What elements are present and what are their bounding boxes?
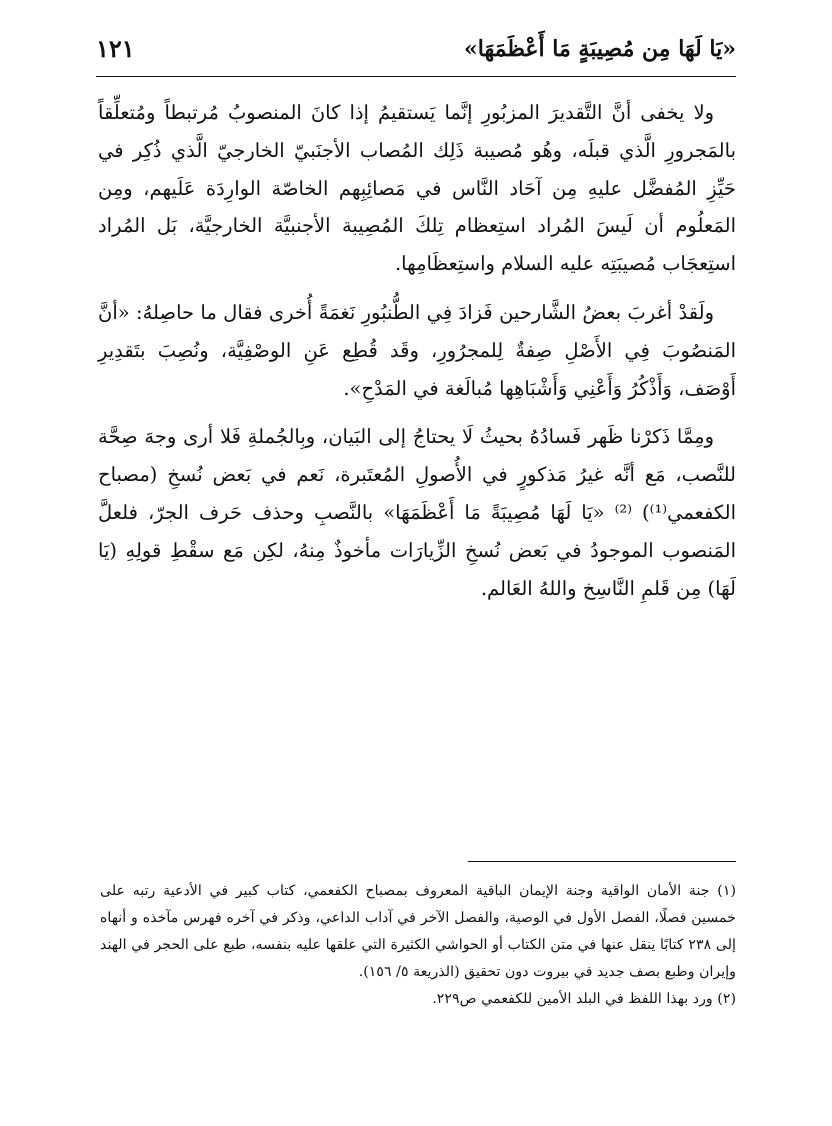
- paragraph-1: ولا يخفى أنَّ التَّقديرَ المزبُورِ إنَّما يَستقيمُ إذا كانَ المنصوبُ مُرتبطاً ومُتعلِّقاً بالمَجرورِ الَّذي قبلَه، وهُو مُصيبة ذَلِك المُصاب الأجنَبيّ الخارجيّ الَّذي ذُكِر في حَيِّزِ المُفضَّل عليهِ مِن آحَاد النَّاس في مَصائِبِهم الخاصّة الوارِدَة عَلَيهم، ومِن المَعلُوم أن لَيسَ المُراد استِعظام تِلكَ المُصِيبة الأجنبيَّة الخارجيَّة، بَل المُراد استِعجَاب مُصيبَتِه عليه السلام واستِعظَامِها.: [98, 101, 736, 276]
- running-header-title: «يَا لَهَا مِن مُصِيبَةٍ مَا أَعْظَمَهَا»: [464, 36, 736, 62]
- page-number: ١٢١: [96, 34, 135, 63]
- running-header: [96, 32, 736, 72]
- paragraph-3: ومِمَّا ذَكرْنا ظَهر فَسادُهُ بحيثُ لَا يحتاجُ إلى البَيان، وبِالجُملةِ فَلا أرى وجهَ صِحَّة للنَّصب، مَع أنَّه غيرُ مَذكورٍ في الأُصولِ المُعتَبرة، نَعم في بَعض نُسخِ (مصباح الكفعمي⁽¹⁾) ⁽²⁾ «يَا لَهَا مُصِيبَةً مَا أَعْظَمَهَا» بالنَّصبِ وحذف حَرف الجرّ، فلعلَّ المَنصوب الموجودُ في بَعض نُسخِ الزِّيارَات مأخوذٌ مِنهُ، لكِن مَع سقْطِ قولِهِ (يَا لَهَا) مِن قَلمِ النَّاسِخ واللهُ العَالم.: [98, 425, 736, 600]
- footnotes: [100, 878, 736, 1013]
- footnote-2: (٢) ورد بهذا اللفظ في البلد الأمين للكفعمي ص٢٢٩.: [432, 991, 736, 1007]
- header-divider: [96, 76, 736, 77]
- footnote-divider: [468, 861, 736, 862]
- main-text: [98, 94, 736, 607]
- footnote-1: (١) جنة الأمان الواقية وجنة الإيمان الباقية المعروف بمصباح الكفعمي، كتاب كبير في الأدعية رتبه على خمسين فصلًا، الفصل الأول في الوصية، والفصل الآخر في آداب الداعي، وذكر في آخره فهرس مآخذه و أنهاه إلى ٢٣٨ كتابًا ينقل عنها في متن الكتاب أو الحواشي الكثيرة التي علقها عليه بنفسه، طبع على الحجر في الهند وإيران وطبع بصف جديد في بيروت دون تحقيق (الذريعة ٥/ ١٥٦).: [100, 883, 736, 980]
- paragraph-2: ولَقدْ أغربَ بعضُ الشَّارحين فَزادَ فِي الطُّنبُورِ نَغمَةً أُخرى فقال ما حاصِلهُ: «أنَّ المَنصُوبَ فِي الأَصْلِ صِفةٌ لِلمجرُورِ، وقَد قُطِع عَنِ الوصْفِيَّة، ونُصِبَ بتَقدِيرِ أَوْصَف، وَأَذْكُرُ وَأَعْنِي وَأَشْبَاهِها مُبالَغة في المَدْحِ».: [98, 300, 736, 400]
